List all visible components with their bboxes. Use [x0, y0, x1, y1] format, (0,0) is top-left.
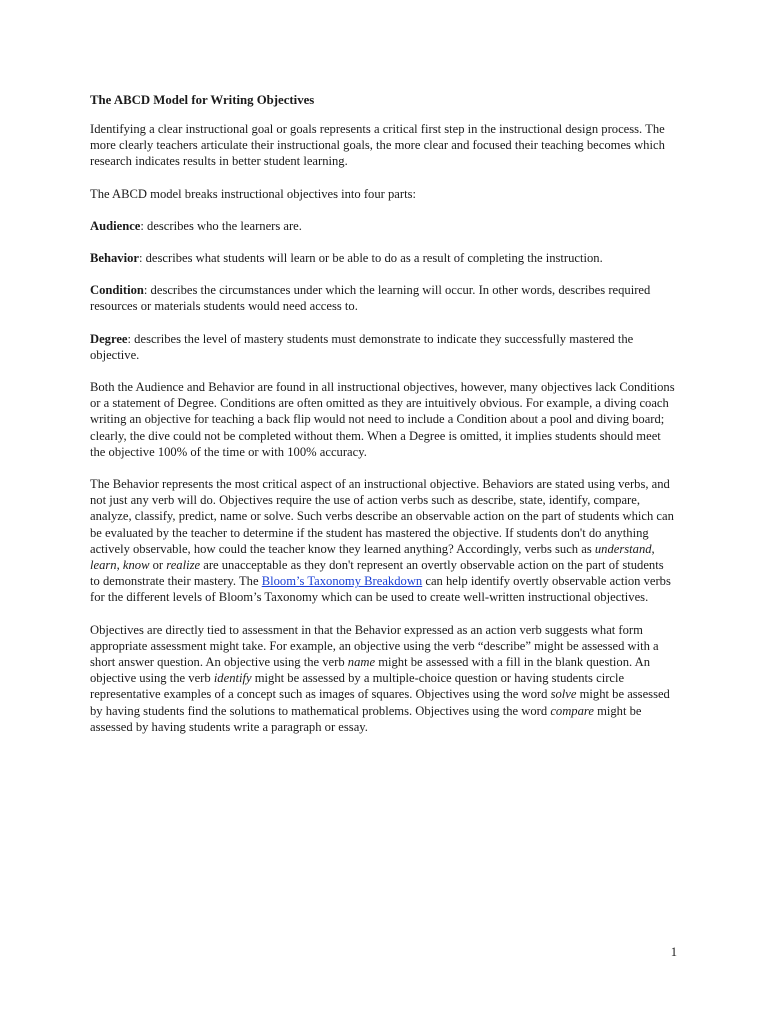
term-desc: : describes the circumstances under which the learning will occur. In other words, describes required resources or materials students would need access to.	[90, 283, 651, 314]
text-run: The Behavior represents the most critical aspect of an instructional objective. Behaviors are stated using verbs, and not just any verb will do. Objectives require the use of action verbs such as describe, state, identify, compare, analyze, classify, predict, name or solve. Such verbs describe an observable action on the part of students which can be evaluated by the teacher to determine if the student has mastered the objective. If students don't do anything actively observable, how could the teacher know they learned anything? Accordingly, verbs such as	[90, 477, 674, 556]
verb-compare: compare	[550, 703, 594, 718]
text-run: ,	[116, 558, 123, 573]
term-audience	[90, 218, 676, 234]
abcd-breaks-paragraph: The ABCD model breaks instructional objectives into four parts:	[90, 186, 416, 201]
verb-realize: realize	[166, 558, 201, 573]
verb-learn: learn	[90, 558, 117, 573]
text-run: Objectives are directly tied to assessment in that the Behavior expressed as an action verb suggests what form appropriate assessment might take. For example, an objective using the verb “describe” might be assessed with a short answer question. An objective using the verb	[90, 622, 659, 670]
term-label: Audience	[90, 218, 141, 233]
text-run: ,	[651, 541, 655, 556]
text-run: might be assessed with a fill in the blank question. An objective using the verb	[90, 655, 650, 686]
term-desc: : describes what students will learn or be able to do as a result of completing the instruction.	[138, 251, 603, 266]
text-run: might be assessed by having students write a paragraph or essay.	[90, 703, 642, 734]
verb-know: know	[122, 558, 150, 573]
term-desc: : describes the level of mastery students must demonstrate to indicate they successfully mastered the objective.	[90, 331, 634, 362]
assessment-paragraph	[90, 622, 676, 735]
page-number: 1	[670, 945, 677, 959]
term-degree	[90, 331, 676, 363]
verb-identify: identify	[213, 671, 252, 686]
term-condition	[90, 282, 676, 314]
behavior-paragraph	[90, 476, 676, 606]
text-run: are unacceptable as they don't represent an overtly observable action on the part of students to demonstrate their mastery. The	[90, 558, 664, 589]
text-run: might be assessed by having students find the solutions to mathematical problems. Objectives using the word	[90, 687, 670, 718]
intro-paragraph: Identifying a clear instructional goal or goals represents a critical first step in the instructional design process. The more clearly teachers articulate their instructional goals, the more clear and focused their teaching becomes which research indicates results in better student learning.	[90, 122, 665, 169]
verb-understand: understand	[594, 541, 652, 556]
term-label: Behavior	[90, 251, 139, 266]
verb-solve: solve	[550, 687, 577, 702]
text-run: or	[149, 558, 167, 573]
term-label: Degree	[90, 331, 128, 346]
text-run: can help identify overtly observable action verbs for the different levels of Bloom’s Taxonomy which can be used to create well-written instructional objectives.	[90, 574, 671, 605]
audience-behavior-paragraph: Both the Audience and Behavior are found in all instructional objectives, however, many objectives lack Conditions or a statement of Degree. Conditions are often omitted as they are intuitively obvious. For example, a diving coach writing an objective for teaching a back flip would not need to include a Condition about a pool and diving board; clearly, the dive could not be completed without them. When a Degree is omitted, it implies students should meet the objective 100% of the time or with 100% accuracy.	[90, 380, 675, 459]
verb-name: name	[347, 655, 376, 670]
text-run: might be assessed by a multiple-choice question or having students circle representative examples of a concept such as images of squares. Objectives using the word	[90, 671, 625, 702]
term-desc: : describes who the learners are.	[140, 218, 302, 233]
term-behavior	[90, 250, 676, 266]
term-label: Condition	[90, 283, 144, 298]
blooms-taxonomy-link[interactable]: Bloom’s Taxonomy Breakdown	[261, 574, 423, 589]
document-title: The ABCD Model for Writing Objectives	[90, 93, 315, 107]
